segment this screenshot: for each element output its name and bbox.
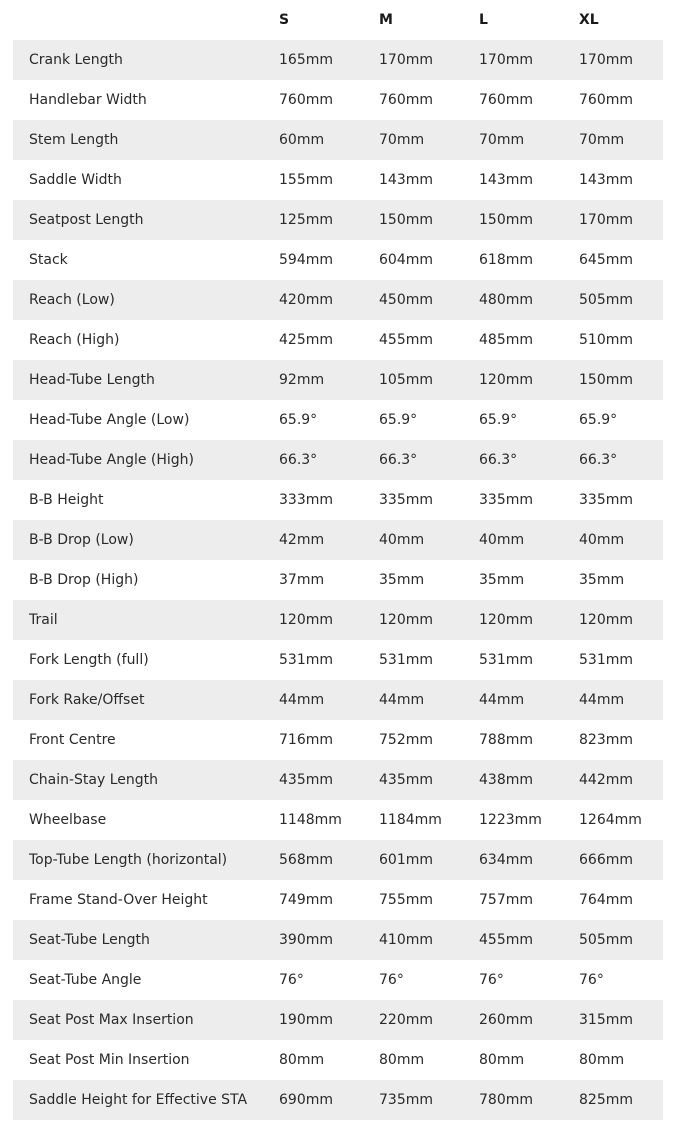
value-cell-m: 410mm [379,932,433,948]
row-label: Head-Tube Length [29,372,155,388]
value-cell-m: 44mm [379,692,425,708]
table-row [13,160,663,200]
header-label-column [13,0,279,40]
value-cell-s: 165mm [279,52,333,68]
value-cell-s: 568mm [279,852,333,868]
value-cell-xl: 40mm [579,532,625,548]
value-cell-xl: 120mm [579,612,633,628]
value-cell-s: 66.3° [279,452,318,468]
table-row [13,400,663,440]
value-cell-s: 92mm [279,372,325,388]
value-cell-xl: 823mm [579,732,633,748]
table-row [13,880,663,920]
value-cell-l: 760mm [479,92,533,108]
table-row [13,80,663,120]
value-cell-l: 143mm [479,172,533,188]
value-cell-s: 690mm [279,1092,333,1108]
value-cell-xl: 1264mm [579,812,642,828]
value-cell-l: 618mm [479,252,533,268]
value-cell-s: 65.9° [279,412,318,428]
row-label: Saddle Height for Effective STA [29,1092,248,1108]
value-cell-m: 735mm [379,1092,433,1108]
value-cell-m: 76° [379,972,404,988]
value-cell-l: 40mm [479,532,525,548]
value-cell-m: 435mm [379,772,433,788]
value-cell-m: 35mm [379,572,425,588]
row-label: Saddle Width [29,172,122,188]
value-cell-l: 634mm [479,852,533,868]
value-cell-s: 44mm [279,692,325,708]
value-cell-s: 425mm [279,332,333,348]
row-label: Reach (Low) [29,292,115,308]
value-cell-xl: 645mm [579,252,633,268]
value-cell-l: 35mm [479,572,525,588]
value-cell-xl: 170mm [579,52,633,68]
row-label: B-B Drop (Low) [29,532,134,548]
value-cell-l: 455mm [479,932,533,948]
value-cell-xl: 76° [579,972,604,988]
value-cell-l: 780mm [479,1092,533,1108]
table-row [13,360,663,400]
value-cell-l: 70mm [479,132,525,148]
value-cell-m: 760mm [379,92,433,108]
value-cell-xl: 505mm [579,292,633,308]
value-cell-xl: 531mm [579,652,633,668]
row-label: Fork Length (full) [29,652,149,668]
row-label: Trail [29,612,58,628]
table-row [13,440,663,480]
value-cell-m: 80mm [379,1052,425,1068]
value-cell-s: 716mm [279,732,333,748]
value-cell-l: 80mm [479,1052,525,1068]
value-cell-xl: 170mm [579,212,633,228]
row-label: Frame Stand-Over Height [29,892,208,908]
row-label: B-B Drop (High) [29,572,139,588]
value-cell-xl: 760mm [579,92,633,108]
value-cell-s: 125mm [279,212,333,228]
value-cell-m: 604mm [379,252,433,268]
value-cell-l: 260mm [479,1012,533,1028]
value-cell-m: 70mm [379,132,425,148]
row-label: Seat-Tube Length [29,932,150,948]
value-cell-l: 438mm [479,772,533,788]
table-row [13,840,663,880]
row-label: Handlebar Width [29,92,147,108]
value-cell-xl: 505mm [579,932,633,948]
value-cell-xl: 35mm [579,572,625,588]
geometry-table-body [13,40,663,1120]
value-cell-l: 76° [479,972,504,988]
geometry-table [13,0,663,1120]
geometry-table-header [13,0,663,40]
header-row [13,0,663,40]
value-cell-m: 120mm [379,612,433,628]
value-cell-m: 65.9° [379,412,418,428]
value-cell-m: 450mm [379,292,433,308]
value-cell-l: 66.3° [479,452,518,468]
table-row [13,1080,663,1120]
value-cell-xl: 510mm [579,332,633,348]
value-cell-m: 455mm [379,332,433,348]
row-label: Crank Length [29,52,123,68]
value-cell-s: 390mm [279,932,333,948]
value-cell-m: 601mm [379,852,433,868]
value-cell-l: 150mm [479,212,533,228]
row-label: Fork Rake/Offset [29,692,145,708]
table-row [13,560,663,600]
table-row [13,960,663,1000]
value-cell-s: 60mm [279,132,325,148]
value-cell-xl: 442mm [579,772,633,788]
value-cell-l: 335mm [479,492,533,508]
value-cell-s: 435mm [279,772,333,788]
table-row [13,1000,663,1040]
value-cell-xl: 80mm [579,1052,625,1068]
table-row [13,680,663,720]
table-row [13,240,663,280]
row-label: Stack [29,252,68,268]
value-cell-l: 485mm [479,332,533,348]
value-cell-s: 531mm [279,652,333,668]
header-size-m: M [379,12,393,28]
value-cell-s: 76° [279,972,304,988]
table-row [13,40,663,80]
value-cell-m: 752mm [379,732,433,748]
table-row [13,640,663,680]
value-cell-s: 37mm [279,572,325,588]
value-cell-xl: 666mm [579,852,633,868]
value-cell-l: 531mm [479,652,533,668]
value-cell-s: 333mm [279,492,333,508]
row-label: Wheelbase [29,812,107,828]
table-row [13,520,663,560]
value-cell-l: 44mm [479,692,525,708]
table-row [13,480,663,520]
value-cell-m: 170mm [379,52,433,68]
value-cell-l: 120mm [479,372,533,388]
value-cell-l: 788mm [479,732,533,748]
value-cell-l: 1223mm [479,812,542,828]
header-size-l: L [479,12,488,28]
value-cell-xl: 143mm [579,172,633,188]
value-cell-xl: 764mm [579,892,633,908]
value-cell-m: 143mm [379,172,433,188]
table-row [13,120,663,160]
table-row [13,1040,663,1080]
row-label: Head-Tube Angle (Low) [29,412,190,428]
row-label: Seatpost Length [29,212,144,228]
value-cell-l: 480mm [479,292,533,308]
value-cell-m: 1184mm [379,812,442,828]
value-cell-s: 42mm [279,532,325,548]
value-cell-m: 335mm [379,492,433,508]
value-cell-s: 155mm [279,172,333,188]
value-cell-xl: 335mm [579,492,633,508]
row-label: Stem Length [29,132,119,148]
value-cell-m: 105mm [379,372,433,388]
value-cell-xl: 44mm [579,692,625,708]
value-cell-s: 760mm [279,92,333,108]
table-row [13,920,663,960]
value-cell-s: 190mm [279,1012,333,1028]
row-label: Head-Tube Angle (High) [29,452,195,468]
value-cell-l: 120mm [479,612,533,628]
value-cell-m: 755mm [379,892,433,908]
table-row [13,320,663,360]
value-cell-m: 220mm [379,1012,433,1028]
row-label: B-B Height [29,492,104,508]
row-label: Top-Tube Length (horizontal) [29,852,228,868]
value-cell-xl: 825mm [579,1092,633,1108]
row-label: Seat Post Max Insertion [29,1012,194,1028]
value-cell-l: 170mm [479,52,533,68]
value-cell-m: 150mm [379,212,433,228]
row-label: Front Centre [29,732,116,748]
value-cell-xl: 150mm [579,372,633,388]
table-row [13,600,663,640]
value-cell-l: 65.9° [479,412,518,428]
table-row [13,720,663,760]
header-size-s: S [279,12,290,28]
value-cell-xl: 65.9° [579,412,618,428]
value-cell-s: 749mm [279,892,333,908]
value-cell-l: 757mm [479,892,533,908]
row-label: Seat-Tube Angle [29,972,142,988]
table-row [13,200,663,240]
value-cell-xl: 315mm [579,1012,633,1028]
row-label: Seat Post Min Insertion [29,1052,190,1068]
value-cell-s: 1148mm [279,812,342,828]
row-label: Chain-Stay Length [29,772,159,788]
value-cell-s: 594mm [279,252,333,268]
header-size-xl: XL [579,12,599,28]
row-label: Reach (High) [29,332,120,348]
table-row [13,280,663,320]
value-cell-xl: 66.3° [579,452,618,468]
value-cell-m: 531mm [379,652,433,668]
value-cell-xl: 70mm [579,132,625,148]
value-cell-s: 420mm [279,292,333,308]
table-row [13,760,663,800]
value-cell-m: 66.3° [379,452,418,468]
value-cell-s: 80mm [279,1052,325,1068]
value-cell-s: 120mm [279,612,333,628]
value-cell-m: 40mm [379,532,425,548]
table-row [13,800,663,840]
